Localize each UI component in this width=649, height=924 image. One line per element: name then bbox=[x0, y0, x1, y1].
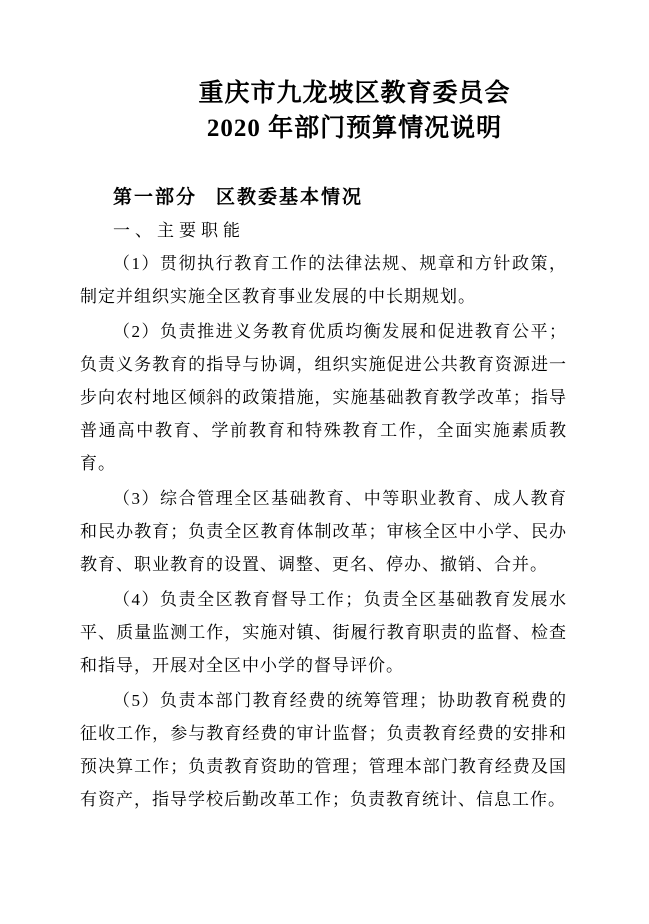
section-heading-number: 第一部分 bbox=[113, 187, 198, 208]
paragraph: （2）负责推进义务教育优质均衡发展和促进教育公平；负责义务教育的指导与协调，组织实施促进公共教育资源进一步向农村地区倾斜的政策措施，实施基础教育教学改革；指导普通高中教育、学前教育和特殊教育工作，全面实施素质教育。 bbox=[80, 322, 567, 473]
paragraph: （1）贯彻执行教育工作的法律法规、规章和方针政策，制定并组织实施全区教育事业发展的中长期规划。 bbox=[80, 254, 567, 306]
section-heading-title: 区教委基本情况 bbox=[216, 187, 364, 208]
paragraph-list bbox=[80, 247, 567, 816]
subsection-heading: 一、主要职能 bbox=[113, 221, 245, 240]
document-title bbox=[142, 76, 567, 146]
paragraph: （3）综合管理全区基础教育、中等职业教育、成人教育和民办教育；负责全区教育体制改革；审核全区中小学、民办教育、职业教育的设置、调整、更名、停办、撤销、合并。 bbox=[80, 489, 567, 574]
document-title-line1: 重庆市九龙坡区教育委员会 bbox=[198, 80, 511, 107]
paragraph: （4）负责全区教育督导工作；负责全区基础教育发展水平、质量监测工作，实施对镇、街履行教育职责的监督、检查和指导，开展对全区中小学的督导评价。 bbox=[80, 590, 567, 675]
paragraph: （5）负责本部门教育经费的统筹管理；协助教育税费的征收工作，参与教育经费的审计监督；负责教育经费的安排和预决算工作；负责教育资助的管理；管理本部门教育经费及国有资产，指导学校后勤改革工作；负责教育统计、信息工作。 bbox=[80, 691, 567, 809]
document-title-line2: 2020 年部门预算情况说明 bbox=[206, 115, 503, 142]
section-heading bbox=[80, 181, 567, 214]
